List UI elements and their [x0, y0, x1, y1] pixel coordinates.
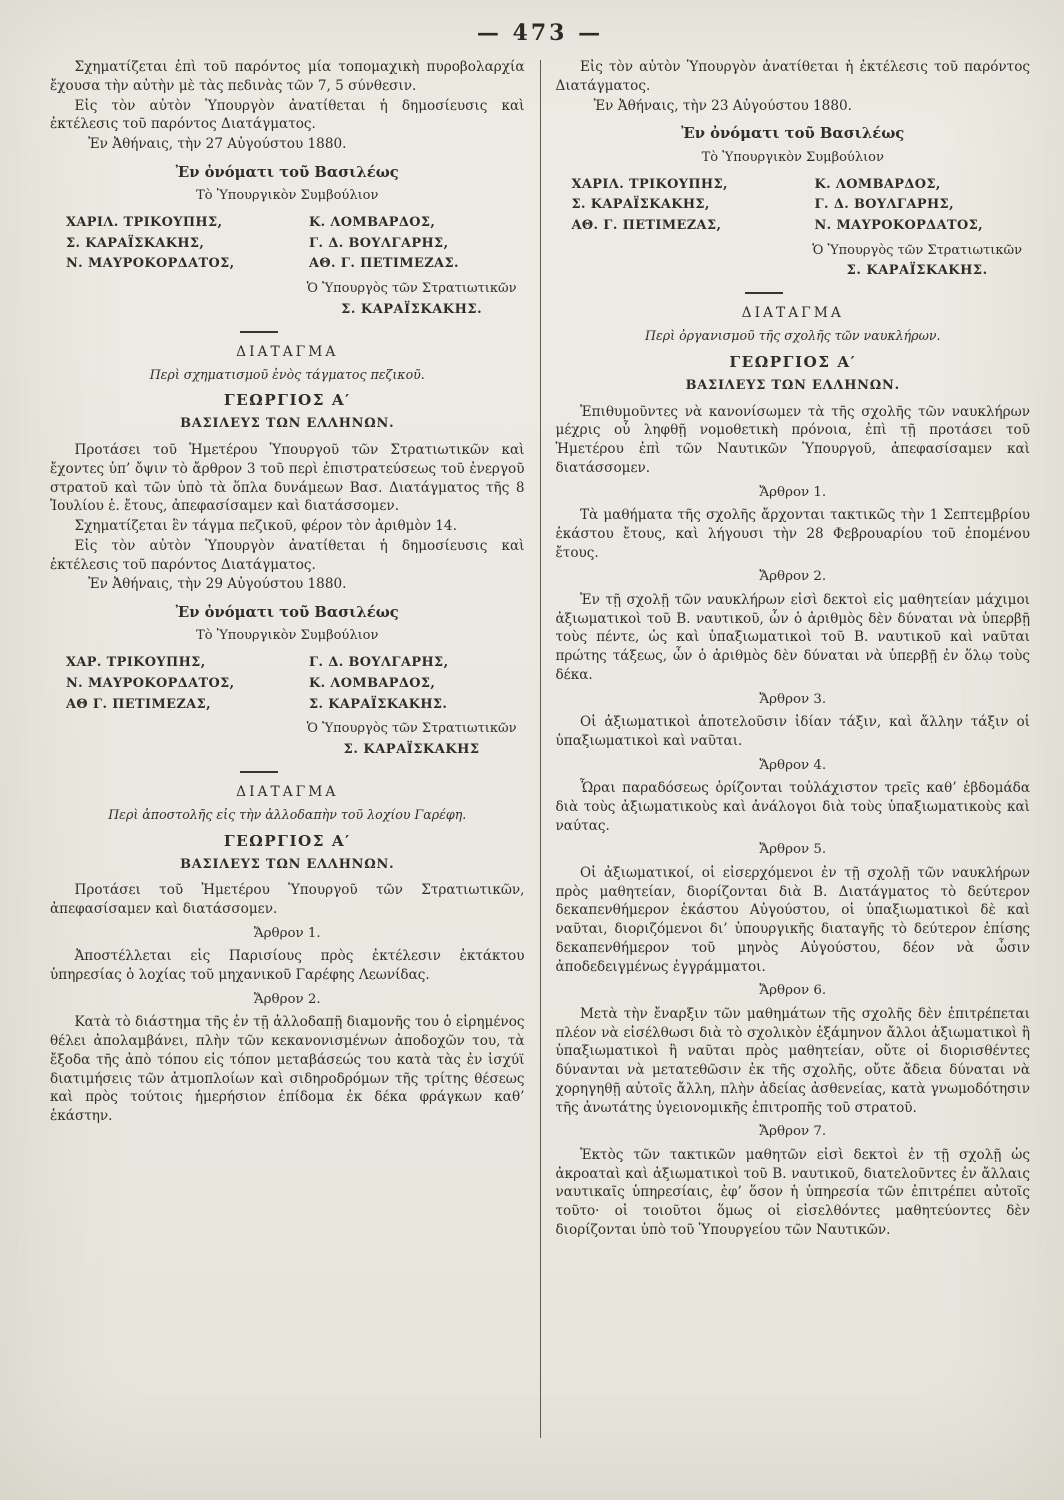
signature-name: Σ. ΚΑΡΑΪΣΚΑΚΗΣ,	[66, 235, 205, 251]
minister-title: Ὁ Ὑπουργὸς τῶν Στρατιωτικῶν	[306, 721, 517, 737]
signature-row	[66, 213, 525, 234]
minister-name: Σ. ΚΑΡΑΪΣΚΑΚΗΣ	[343, 742, 480, 758]
section-divider-rule	[240, 331, 278, 333]
minister-title: Ὁ Ὑπουργὸς τῶν Στρατιωτικῶν	[306, 281, 517, 297]
in-the-name-heading: Ἐν ὀνόματι τοῦ Βασιλέως	[175, 163, 399, 181]
body-paragraph: Ὧραι παραδόσεως ὁρίζονται τοὐλάχιστον τρεῖς καθ’ ἑβδομάδα διὰ τοὺς ἀξιωματικοὺς καὶ ἀνάλογοι διὰ τοὺς ὑπαξιωματικοὺς καὶ ναύτας.	[555, 780, 1030, 834]
minister-title: Ὁ Ὑπουργὸς τῶν Στρατιωτικῶν	[812, 242, 1022, 258]
signature-row	[66, 254, 525, 275]
section-divider-rule	[240, 771, 278, 773]
body-paragraph: Τὰ μαθήματα τῆς σχολῆς ἄρχονται τακτικῶς τὴν 1 Σεπτεμβρίου ἑκάστου ἔτους, καὶ λήγουσι τὴν 28 Φεβρουαρίου τοῦ ἐπομένου ἔτους.	[555, 507, 1030, 561]
article-heading: Ἄρθρον 5.	[759, 842, 827, 858]
article-heading: Ἄρθρον 2.	[759, 569, 827, 585]
signature-row	[66, 653, 525, 674]
king-name-heading: ΓΕΩΡΓΙΟΣ Α′	[729, 352, 857, 371]
signature-name: ΑΘ Γ. ΠΕΤΙΜΕΖΑΣ,	[66, 696, 211, 712]
body-paragraph: Μετὰ τὴν ἔναρξιν τῶν μαθημάτων τῆς σχολῆς δὲν ἐπιτρέπεται πλέον νὰ εἰσέλθωσι διὰ τὸ σχολικὸν ἑξάμηνον ἄλλοι ἀξιωματικοὶ ἢ ὑπαξιωματικοὶ ἢ ναῦται πρὸς μαθητείαν, οὔτε οἱ διορισθέντες δύνανται νὰ μετατεθῶσιν ἐκ τῆς σχολῆς, οὔτε ἄδεια δύναται νὰ χορηγηθῇ αὐτοῖς ἄλλη, πλὴν ἀδείας ἀσθενείας, κατὰ γνωμοδότησιν τῆς ἀνωτάτης ὑγειονομικῆς ἐπιτροπῆς τοῦ στρατοῦ.	[555, 1005, 1030, 1116]
body-paragraph: Εἰς τὸν αὐτὸν Ὑπουργὸν ἀνατίθεται ἡ ἐκτέλεσις τοῦ παρόντος Διατάγματος.	[555, 59, 1030, 94]
article-heading: Ἄρθρον 1.	[759, 484, 827, 500]
council-heading: Τὸ Ὑπουργικὸν Συμβούλιον	[196, 628, 379, 644]
signature-name: Ν. ΜΑΥΡΟΚΟΡΔΑΤΟΣ,	[66, 676, 235, 692]
decree-subject: Περὶ ὀργανισμοῦ τῆς σχολῆς τῶν ναυκλήρων.	[644, 328, 941, 344]
date-line: Ἐν Ἀθήναις, τὴν 29 Αὐγούστου 1880.	[88, 576, 347, 593]
signature-name: Σ. ΚΑΡΑΪΣΚΑΚΗΣ,	[571, 197, 710, 213]
king-title-heading: ΒΑΣΙΛΕΥΣ ΤΩΝ ΕΛΛΗΝΩΝ.	[180, 416, 395, 432]
article-heading: Ἄρθρον 6.	[759, 983, 827, 999]
article-heading: Ἄρθρον 7.	[759, 1124, 827, 1140]
signature-name: ΑΘ. Γ. ΠΕΤΙΜΕΖΑΣ.	[309, 256, 459, 272]
signature-name: ΧΑΡΙΛ. ΤΡΙΚΟΥΠΗΣ,	[571, 176, 728, 192]
date-line: Ἐν Ἀθήναις, τὴν 27 Αὐγούστου 1880.	[88, 136, 347, 152]
signature-list	[66, 653, 525, 715]
signature-name: Κ. ΛΟΜΒΑΡΔΟΣ,	[814, 176, 941, 192]
page-columns	[50, 58, 1030, 1468]
date-line: Ἐν Ἀθήναις, τὴν 23 Αὐγούστου 1880.	[593, 97, 852, 114]
body-paragraph: Κατὰ τὸ διάστημα τῆς ἐν τῇ ἀλλοδαπῇ διαμονῆς του ὁ εἰρημένος θέλει ἀπολαμβάνει, πλὴν τῶν κεκανονισμένων ἀποδοχῶν του, τὰ ἔξοδα τῆς ἀπὸ τόπου εἰς τόπον μεταβάσεώς του κατὰ τὰς ἐν ἰσχύϊ διατιμήσεις τῶν ἀτμοπλοίων καὶ σιδηροδρόμων τῆς τρίτης θέσεως καὶ πρὸς τούτοις ἡμερήσιον ἐπίδομα ἐκ δέκα φράγκων καθ’ ἑκάστην.	[50, 1014, 525, 1125]
body-paragraph: Εἰς τὸν αὐτὸν Ὑπουργὸν ἀνατίθεται ἡ δημοσίευσις καὶ ἐκτέλεσις τοῦ παρόντος Διατάγματος.	[50, 97, 525, 133]
signature-name: Ν. ΜΑΥΡΟΚΟΡΔΑΤΟΣ,	[814, 217, 984, 233]
article-heading: Ἄρθρον 2.	[253, 991, 321, 1007]
signature-row	[572, 195, 1031, 216]
body-paragraph: Οἱ ἀξιωματικοί, οἱ εἰσερχόμενοι ἐν τῇ σχολῇ τῶν ναυκλήρων πρὸς μαθητείαν, διορίζονται διὰ Β. Διατάγματος τὸ δεύτερον δεκαπενθήμερον ἑκάστου Αὐγούστου, οἱ ὑπαξιωματικοὶ δὲ καὶ ναῦται, διοριζόμενοι δι’ ὑπουργικῆς διαταγῆς τὸ δεύτερον ἐπίσης δεκαπενθήμερον τοῦ μηνὸς Αὐγούστου, δέον νὰ ὦσιν ἀποδεδειγμένως ἐγγράμματοι.	[555, 864, 1030, 975]
section-divider-rule	[745, 292, 783, 294]
article-heading: Ἄρθρον 3.	[759, 691, 827, 707]
king-title-heading: ΒΑΣΙΛΕΥΣ ΤΩΝ ΕΛΛΗΝΩΝ.	[180, 856, 395, 872]
council-heading: Τὸ Ὑπουργικὸν Συμβούλιον	[196, 188, 379, 204]
minister-name: Σ. ΚΑΡΑΪΣΚΑΚΗΣ.	[846, 263, 988, 279]
council-heading: Τὸ Ὑπουργικὸν Συμβούλιον	[701, 149, 884, 165]
left-column	[50, 58, 525, 1468]
signature-list	[66, 213, 525, 275]
minister-signature-block	[307, 280, 517, 319]
body-paragraph: Ἐκτὸς τῶν τακτικῶν μαθητῶν εἰσὶ δεκτοὶ ἐν τῇ σχολῇ ὡς ἀκροαταὶ καὶ ἀξιωματικοὶ τοῦ Β. ναυτικοῦ, διατελοῦντες ἐν ἄλλαις ναυτικαῖς ὑπηρεσίαις, ἐφ’ ὅσον ἡ ὑπηρεσία τῶν ἐπιτρέπει αὐτοῖς τοῦτο· οἱ τοιοῦτοι ὅμως οἱ εἰσελθόντες μαθητεύοντες δὲν διορίζονται ὑπὸ τοῦ Ὑπουργείου τῶν Ναυτικῶν.	[555, 1146, 1030, 1238]
body-paragraph: Οἱ ἀξιωματικοὶ ἀποτελοῦσιν ἰδίαν τάξιν, καὶ ἄλλην τάξιν οἱ ὑπαξιωματικοὶ καὶ ναῦται.	[555, 714, 1030, 749]
signature-name: Γ. Δ. ΒΟΥΛΓΑΡΗΣ,	[309, 235, 449, 251]
decree-title: ΔΙΑΤΑΓΜΑ	[236, 784, 339, 801]
signature-name: Γ. Δ. ΒΟΥΛΓΑΡΗΣ,	[309, 655, 449, 671]
signature-name: Κ. ΛΟΜΒΑΡΔΟΣ,	[309, 676, 436, 692]
body-paragraph: Προτάσει τοῦ Ἡμετέρου Ὑπουργοῦ τῶν Στρατιωτικῶν καὶ ἔχοντες ὑπ’ ὄψιν τὸ ἄρθρον 3 τοῦ περὶ ἐπιστρατεύσεως τοῦ ἐνεργοῦ στρατοῦ καὶ τῶν ὑπὸ τὰ ὅπλα δυνάμεων Βασ. Διατάγματος τῆς 8 Ἰουλίου ἑ. ἔτους, ἀπεφασίσαμεν καὶ διατάσσομεν.	[50, 442, 525, 515]
decree-title: ΔΙΑΤΑΓΜΑ	[236, 343, 339, 360]
signature-row	[66, 695, 525, 716]
signature-name: Σ. ΚΑΡΑΪΣΚΑΚΗΣ.	[309, 696, 448, 712]
minister-name: Σ. ΚΑΡΑΪΣΚΑΚΗΣ.	[341, 301, 483, 317]
signature-row	[572, 216, 1031, 237]
king-name-heading: ΓΕΩΡΓΙΟΣ Α′	[223, 391, 351, 410]
signature-name: ΧΑΡ. ΤΡΙΚΟΥΠΗΣ,	[66, 655, 206, 671]
signature-name: Γ. Δ. ΒΟΥΛΓΑΡΗΣ,	[814, 197, 954, 213]
decree-subject: Περὶ σχηματισμοῦ ἑνὸς τάγματος πεζικοῦ.	[149, 366, 425, 382]
in-the-name-heading: Ἐν ὀνόματι τοῦ Βασιλέως	[175, 604, 399, 622]
signature-row	[66, 674, 525, 695]
signature-name: ΑΘ. Γ. ΠΕΤΙΜΕΖΑΣ,	[571, 217, 722, 233]
article-heading: Ἄρθρον 4.	[759, 757, 827, 773]
body-paragraph: Σχηματίζεται ἓν τάγμα πεζικοῦ, φέρον τὸν ἀριθμὸν 14.	[74, 518, 457, 535]
signature-list	[572, 175, 1031, 237]
king-name-heading: ΓΕΩΡΓΙΟΣ Α′	[223, 831, 351, 850]
king-title-heading: ΒΑΣΙΛΕΥΣ ΤΩΝ ΕΛΛΗΝΩΝ.	[685, 377, 900, 393]
body-paragraph: Ἐπιθυμοῦντες νὰ κανονίσωμεν τὰ τῆς σχολῆς τῶν ναυκλήρων μέχρις οὗ ληφθῇ νομοθετικὴ πρόνοια, ἐπὶ τῇ προτάσει τοῦ Ἡμετέρου ἐπὶ τῶν Ναυτικῶν Ὑπουργοῦ, ἀπεφασίσαμεν καὶ διατάσσομεν.	[555, 403, 1030, 476]
decree-subject: Περὶ ἀποστολῆς εἰς τὴν ἀλλοδαπὴν τοῦ λοχίου Γαρέφη.	[108, 807, 467, 823]
right-column	[556, 58, 1031, 1468]
decree-title: ΔΙΑΤΑΓΜΑ	[741, 305, 844, 322]
minister-signature-block	[812, 242, 1022, 281]
minister-signature-block	[307, 720, 517, 759]
body-paragraph: Εἰς τὸν αὐτὸν Ὑπουργὸν ἀνατίθεται ἡ δημοσίευσις καὶ ἐκτέλεσις τοῦ παρόντος Διατάγματος.	[50, 537, 525, 573]
body-paragraph: Προτάσει τοῦ Ἡμετέρου Ὑπουργοῦ τῶν Στρατιωτικῶν, ἀπεφασίσαμεν καὶ διατάσσομεν.	[50, 882, 525, 918]
article-heading: Ἄρθρον 1.	[253, 925, 321, 941]
signature-name: ΧΑΡΙΛ. ΤΡΙΚΟΥΠΗΣ,	[66, 215, 223, 231]
signature-row	[572, 175, 1031, 196]
page-number: — 473 —	[476, 20, 604, 46]
column-divider-rule	[540, 60, 541, 1438]
body-paragraph: Ἐν τῇ σχολῇ τῶν ναυκλήρων εἰσὶ δεκτοὶ εἰς μαθητείαν μάχιμοι ἀξιωματικοὶ τοῦ Β. ναυτικοῦ, ὧν ὁ ἀριθμὸς δὲν δύναται νὰ ὑπερβῇ τοὺς πέντε, ὡς καὶ ὑπαξιωματικοὶ τοῦ Β. ναυτικοῦ καὶ ναῦται πρώτης τάξεως, ὧν ὁ ἀριθμὸς δὲν δύναται νὰ ὑπερβῇ ἐν ὅλῳ τοὺς δέκα.	[555, 591, 1030, 683]
body-paragraph: Ἀποστέλλεται εἰς Παρισίους πρὸς ἐκτέλεσιν ἐκτάκτου ὑπηρεσίας ὁ λοχίας τοῦ μηχανικοῦ Γαρέφης Λεωνίδας.	[50, 948, 525, 984]
in-the-name-heading: Ἐν ὀνόματι τοῦ Βασιλέως	[681, 125, 905, 143]
signature-name: Ν. ΜΑΥΡΟΚΟΡΔΑΤΟΣ,	[66, 256, 235, 272]
body-paragraph: Σχηματίζεται ἐπὶ τοῦ παρόντος μία τοπομαχικὴ πυροβολαρχία ἔχουσα τὴν αὐτὴν μὲ τὰς πεδινὰς τῶν 7, 5 σύνθεσιν.	[50, 59, 525, 94]
signature-row	[66, 234, 525, 255]
signature-name: Κ. ΛΟΜΒΑΡΔΟΣ,	[309, 215, 436, 231]
